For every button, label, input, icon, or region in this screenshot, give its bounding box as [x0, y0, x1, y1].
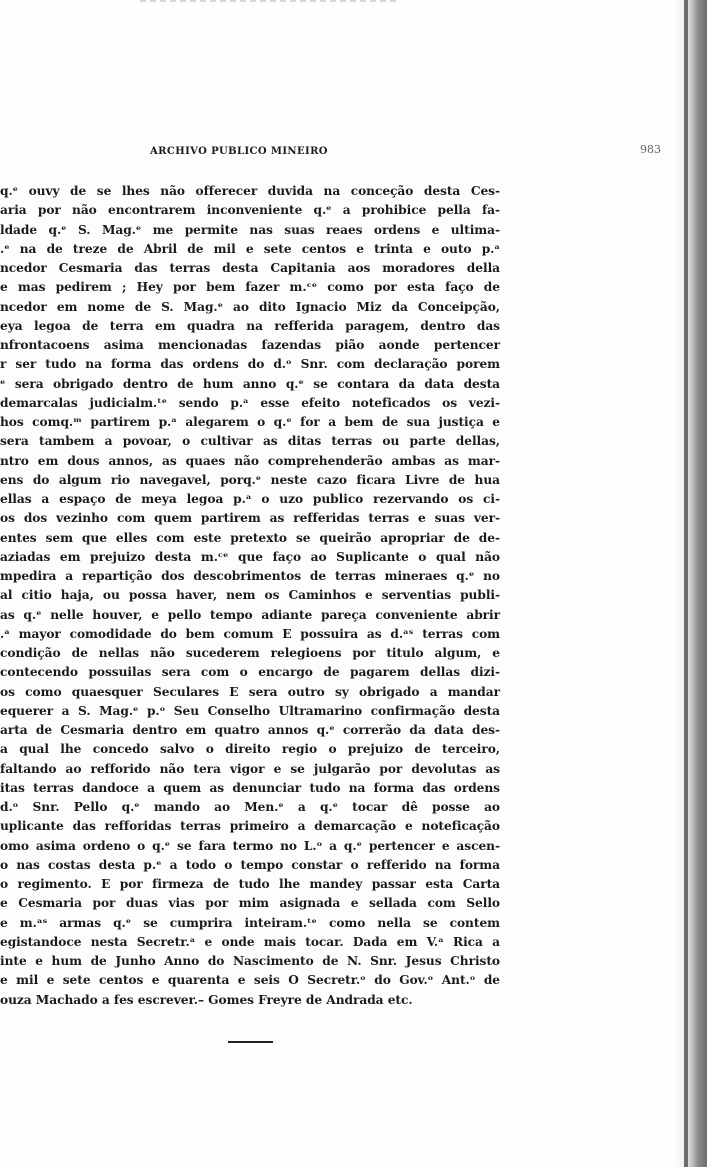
text-line: e m.ᵃˢ armas q.ᵉ se cumprira inteiram.ᵗᵉ como nella se contem: [0, 915, 500, 930]
text-line: os como quaesquer Seculares E sera outro sy obrigado a mandar: [0, 684, 500, 699]
text-line: ens do algum rio navegavel, porq.ᵉ neste cazo ficara Livre de hua: [0, 472, 500, 487]
text-line: al citio haja, ou possa haver, nem os Caminhos e serventias publi-: [0, 588, 500, 603]
text-line: entes sem que elles com este pretexto se queirão apropriar de de-: [0, 530, 500, 545]
body-text: [0, 182, 500, 1010]
text-line: d.ᵒ Snr. Pello q.ᵉ mando ao Men.ᵉ a q.ᵉ tocar dê posse ao: [0, 800, 500, 814]
text-line: o nas costas desta p.ᵉ a todo o tempo constar o refferido na forma: [0, 857, 500, 872]
text-line: arta de Cesmaria dentro em quatro annos q.ᵉ correrão da data des-: [0, 723, 500, 737]
text-line: e mil e sete centos e quarenta e seis O Secretr.ᵒ do Gov.ᵒ Ant.ᵒ de: [0, 973, 500, 988]
text-line: as q.ᵉ nelle houver, e pello tempo adiante pareça conveniente abrir: [0, 607, 500, 622]
text-line: condição de nellas não sucederem relegioens por titulo algum, e: [0, 646, 500, 660]
text-line: .ᵃ mayor comodidade do bem comum E possuira as d.ᵃˢ terras com: [0, 626, 500, 641]
text-line: nfrontacoens asima mencionadas fazendas pião aonde pertencer: [0, 338, 500, 352]
top-edge-rule: [140, 0, 400, 2]
text-line: ouza Machado a fes escrever.– Gomes Freyre de Andrada etc.: [0, 992, 413, 1007]
text-line: itas terras dandoce a quem as denunciar tudo na forma das ordens: [0, 780, 500, 795]
text-line: .ᵉ na de treze de Abril de mil e sete centos e trinta e outo p.ᵃ: [0, 241, 500, 256]
text-line: e Cesmaria por duas vias por mim asignada e sellada com Sello: [0, 896, 500, 911]
text-line: ncedor Cesmaria das terras desta Capitania aos moradores della: [0, 261, 500, 275]
text-line: os dos vezinho com quem partirem as refferidas terras e suas ver-: [0, 511, 500, 526]
book-spine-shadow: [672, 0, 707, 1167]
text-line: ntro em dous annos, as quaes não comprehenderão ambas as mar-: [0, 453, 500, 468]
text-line: sera tambem a povoar, o cultivar as ditas terras ou parte dellas,: [0, 434, 500, 449]
text-line: uplicante das refforidas terras primeiro a demarcação e noteficação: [0, 819, 500, 834]
text-line: q.ᵉ ouvy de se lhes não offerecer duvida na conceção desta Ces-: [0, 184, 500, 198]
text-line: aziadas em prejuizo desta m.ᶜᵉ que faço ao Suplicante o qual não: [0, 549, 500, 564]
running-head: ARCHIVO PUBLICO MINEIRO: [150, 146, 328, 157]
text-line: r ser tudo na forma das ordens do d.ᵒ Snr. com declaração porem: [0, 357, 500, 372]
end-rule: [228, 1041, 273, 1043]
text-line: ᵉ sera obrigado dentro de hum anno q.ᵉ se contara da data desta: [0, 376, 500, 391]
text-line: demarcalas judicialm.ᵗᵉ sendo p.ᵃ esse efeito noteficados os vezi-: [0, 395, 500, 410]
text-line: contecendo possuilas sera com o encargo de pagarem dellas dizi-: [0, 665, 500, 680]
text-line: mpedira a repartição dos descobrimentos de terras mineraes q.ᵉ no: [0, 569, 500, 583]
text-line: ldade q.ᵉ S. Mag.ᵉ me permite nas suas reaes ordens e ultima-: [0, 222, 500, 237]
book-spine-edge: [684, 0, 688, 1167]
text-line: egistandoce nesta Secretr.ᵃ e onde mais tocar. Dada em V.ᵃ Rica a: [0, 934, 500, 949]
text-line: ncedor em nome de S. Mag.ᵉ ao dito Ignacio Miz da Conceipção,: [0, 299, 500, 314]
text-line: o regimento. E por firmeza de tudo lhe mandey passar esta Carta: [0, 877, 500, 891]
text-line: omo asima ordeno o q.ᵉ se fara termo no L.ᵒ a q.ᵉ pertencer e ascen-: [0, 838, 500, 853]
text-line: a qual lhe concedo salvo o direito regio o prejuizo de terceiro,: [0, 742, 500, 757]
text-line: ellas a espaço de meya legoa p.ᵃ o uzo publico rezervando os ci-: [0, 492, 500, 506]
text-line: equerer a S. Mag.ᵉ p.ᵒ Seu Conselho Ultramarino confirmação desta: [0, 703, 500, 718]
text-line: faltando ao refforido não tera vigor e se julgarão por devolutas as: [0, 761, 500, 776]
text-line: inte e hum de Junho Anno do Nascimento de N. Snr. Jesus Christo: [0, 954, 500, 968]
page-number: 983: [640, 143, 661, 156]
text-line: hos comq.ᵐ partirem p.ᵃ alegarem o q.ᵉ for a bem de sua justiça e: [0, 415, 500, 429]
text-line: e mas pedirem ; Hey por bem fazer m.ᶜᵉ como por esta faço de: [0, 280, 500, 295]
text-line: eya legoa de terra em quadra na refferida paragem, dentro das: [0, 318, 500, 333]
text-line: aria por não encontrarem inconveniente q.ᵉ a prohibice pella fa-: [0, 203, 500, 218]
